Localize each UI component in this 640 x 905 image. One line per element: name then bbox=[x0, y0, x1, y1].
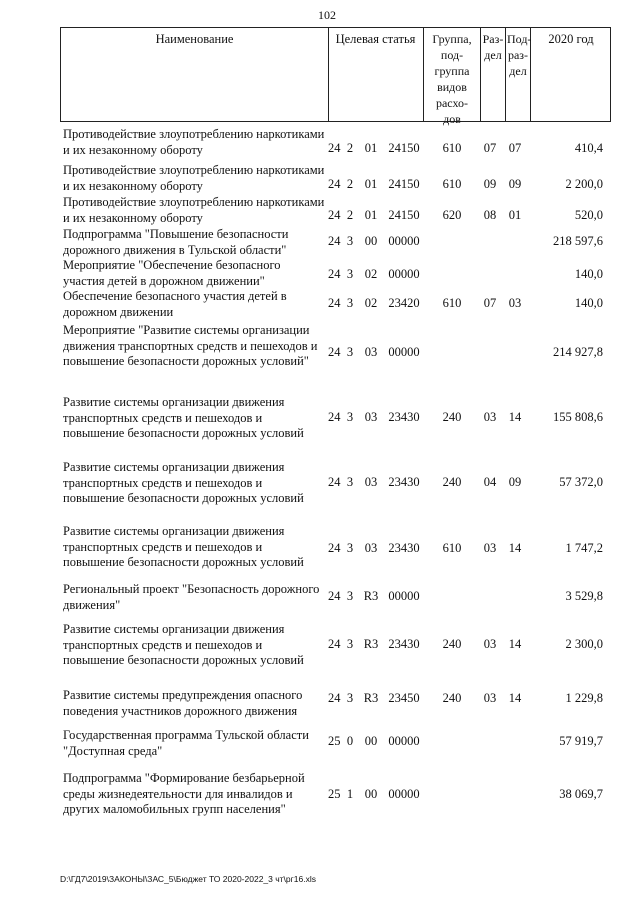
code-event: 00 bbox=[364, 787, 378, 801]
amount-2020: 2 300,0 bbox=[565, 637, 603, 651]
amount-2020: 1 229,8 bbox=[565, 691, 603, 705]
code-event: 03 bbox=[364, 541, 378, 555]
code-direction: 24150 bbox=[388, 177, 420, 191]
code-subprogram: 2 bbox=[346, 177, 354, 191]
razdel: 07 bbox=[483, 141, 497, 155]
amount-2020: 1 747,2 bbox=[565, 541, 603, 555]
code-program: 24 bbox=[328, 475, 341, 489]
amount-2020: 3 529,8 bbox=[565, 589, 603, 603]
row-name: Подпрограмма "Повышение безопасности дорожного движения в Тульской области" bbox=[63, 227, 289, 257]
code-subprogram: 3 bbox=[346, 475, 354, 489]
podrazdel: 09 bbox=[508, 177, 522, 191]
code-event: R3 bbox=[363, 589, 379, 603]
code-direction: 23430 bbox=[388, 541, 420, 555]
code-program: 24 bbox=[328, 267, 341, 281]
razdel: 03 bbox=[483, 541, 497, 555]
code-subprogram: 2 bbox=[346, 208, 354, 222]
code-subprogram: 3 bbox=[346, 589, 354, 603]
code-event: 01 bbox=[364, 177, 378, 191]
amount-2020: 520,0 bbox=[574, 208, 603, 222]
razdel: 08 bbox=[483, 208, 497, 222]
header-year: 2020 год bbox=[548, 32, 594, 46]
code-subprogram: 3 bbox=[346, 637, 354, 651]
code-subprogram: 3 bbox=[346, 234, 354, 248]
code-direction: 00000 bbox=[388, 234, 420, 248]
code-subprogram: 3 bbox=[346, 345, 354, 359]
code-program: 24 bbox=[328, 141, 341, 155]
code-event: 01 bbox=[364, 208, 378, 222]
code-event: R3 bbox=[363, 637, 379, 651]
podrazdel: 01 bbox=[508, 208, 522, 222]
code-subprogram: 3 bbox=[346, 691, 354, 705]
code-event: R3 bbox=[363, 691, 379, 705]
code-subprogram: 3 bbox=[346, 296, 354, 310]
amount-2020: 140,0 bbox=[574, 267, 603, 281]
code-event: 03 bbox=[364, 345, 378, 359]
code-subprogram: 1 bbox=[346, 787, 354, 801]
podrazdel: 03 bbox=[508, 296, 522, 310]
code-direction: 23430 bbox=[388, 637, 420, 651]
code-program: 25 bbox=[328, 787, 341, 801]
expense-group: 610 bbox=[442, 296, 462, 310]
amount-2020: 57 919,7 bbox=[559, 734, 603, 748]
code-program: 24 bbox=[328, 296, 341, 310]
code-program: 24 bbox=[328, 234, 341, 248]
code-program: 24 bbox=[328, 208, 341, 222]
file-path-footer: D:\ГД7\2019\ЗАКОНЫ\ЗАС_5\Бюджет ТО 2020-2022_3 чт\рг16.xls bbox=[60, 874, 316, 884]
code-program: 24 bbox=[328, 589, 341, 603]
code-direction: 00000 bbox=[388, 734, 420, 748]
amount-2020: 140,0 bbox=[574, 296, 603, 310]
code-direction: 00000 bbox=[388, 267, 420, 281]
row-name: Противодействие злоупотреблению наркотиками и их незаконному обороту bbox=[63, 163, 325, 193]
expense-group: 240 bbox=[442, 410, 462, 424]
podrazdel: 14 bbox=[508, 637, 522, 651]
row-name: Противодействие злоупотреблению наркотиками и их незаконному обороту bbox=[63, 195, 325, 225]
code-direction: 24150 bbox=[388, 141, 420, 155]
amount-2020: 38 069,7 bbox=[559, 787, 603, 801]
expense-group: 240 bbox=[442, 691, 462, 705]
row-name: Государственная программа Тульской области "Доступная среда" bbox=[63, 728, 309, 758]
code-subprogram: 3 bbox=[346, 410, 354, 424]
code-event: 01 bbox=[364, 141, 378, 155]
podrazdel: 14 bbox=[508, 541, 522, 555]
razdel: 03 bbox=[483, 410, 497, 424]
amount-2020: 2 200,0 bbox=[565, 177, 603, 191]
code-program: 25 bbox=[328, 734, 341, 748]
razdel: 09 bbox=[483, 177, 497, 191]
header-name: Наименование bbox=[155, 32, 234, 46]
code-subprogram: 2 bbox=[346, 141, 354, 155]
razdel: 03 bbox=[483, 691, 497, 705]
code-direction: 23420 bbox=[388, 296, 420, 310]
row-name: Мероприятие "Обеспечение безопасного участия детей в дорожном движении" bbox=[63, 258, 281, 288]
code-program: 24 bbox=[328, 541, 341, 555]
expense-group: 610 bbox=[442, 141, 462, 155]
expense-group: 240 bbox=[442, 637, 462, 651]
row-name: Обеспечение безопасного участия детей в дорожном движении bbox=[63, 289, 287, 319]
expense-group: 610 bbox=[442, 177, 462, 191]
code-event: 03 bbox=[364, 410, 378, 424]
code-program: 24 bbox=[328, 637, 341, 651]
code-direction: 23430 bbox=[388, 475, 420, 489]
expense-group: 610 bbox=[442, 541, 462, 555]
code-subprogram: 3 bbox=[346, 541, 354, 555]
code-program: 24 bbox=[328, 177, 341, 191]
amount-2020: 218 597,6 bbox=[553, 234, 603, 248]
code-direction: 24150 bbox=[388, 208, 420, 222]
code-direction: 00000 bbox=[388, 589, 420, 603]
code-event: 02 bbox=[364, 296, 378, 310]
expense-group: 620 bbox=[442, 208, 462, 222]
header-target: Целевая статья bbox=[335, 32, 416, 46]
code-event: 02 bbox=[364, 267, 378, 281]
razdel: 03 bbox=[483, 637, 497, 651]
row-name: Развитие системы организации движения транспортных средств и пешеходов и повышение безопасности дорожных условий bbox=[63, 524, 304, 569]
code-direction: 23450 bbox=[388, 691, 420, 705]
podrazdel: 14 bbox=[508, 410, 522, 424]
row-name: Развитие системы предупреждения опасного поведения участников дорожного движения bbox=[63, 688, 303, 718]
podrazdel: 07 bbox=[508, 141, 522, 155]
expense-group: 240 bbox=[442, 475, 462, 489]
header-podrazdel: Под- раз- дел bbox=[507, 32, 532, 78]
code-direction: 23430 bbox=[388, 410, 420, 424]
row-name: Региональный проект "Безопасность дорожного движения" bbox=[63, 582, 320, 612]
row-name: Противодействие злоупотреблению наркотиками и их незаконному обороту bbox=[63, 127, 325, 157]
amount-2020: 57 372,0 bbox=[559, 475, 603, 489]
code-direction: 00000 bbox=[388, 345, 420, 359]
code-event: 00 bbox=[364, 734, 378, 748]
podrazdel: 14 bbox=[508, 691, 522, 705]
row-name: Подпрограмма "Формирование безбарьерной среды жизнедеятельности для инвалидов и других маломобильных групп населения" bbox=[63, 771, 305, 816]
code-event: 03 bbox=[364, 475, 378, 489]
amount-2020: 410,4 bbox=[574, 141, 603, 155]
amount-2020: 214 927,8 bbox=[553, 345, 603, 359]
code-program: 24 bbox=[328, 691, 341, 705]
table-header bbox=[60, 27, 611, 126]
row-name: Развитие системы организации движения транспортных средств и пешеходов и повышение безопасности дорожных условий bbox=[63, 622, 304, 667]
code-subprogram: 3 bbox=[346, 267, 354, 281]
razdel: 07 bbox=[483, 296, 497, 310]
code-event: 00 bbox=[364, 234, 378, 248]
code-program: 24 bbox=[328, 345, 341, 359]
podrazdel: 09 bbox=[508, 475, 522, 489]
razdel: 04 bbox=[483, 475, 497, 489]
amount-2020: 155 808,6 bbox=[553, 410, 603, 424]
header-razdel: Раз- дел bbox=[482, 32, 504, 62]
code-subprogram: 0 bbox=[346, 734, 354, 748]
row-name: Развитие системы организации движения транспортных средств и пешеходов и повышение безопасности дорожных условий bbox=[63, 395, 304, 440]
row-name: Развитие системы организации движения транспортных средств и пешеходов и повышение безопасности дорожных условий bbox=[63, 460, 304, 505]
code-direction: 00000 bbox=[388, 787, 420, 801]
row-name: Мероприятие "Развитие системы организации движения транспортных средств и пешеходов и повышение безопасности дорожных условий" bbox=[63, 323, 318, 368]
page-number: 102 bbox=[318, 8, 336, 22]
code-program: 24 bbox=[328, 410, 341, 424]
header-group: Группа, под- группа видов расхо- дов bbox=[432, 32, 472, 126]
